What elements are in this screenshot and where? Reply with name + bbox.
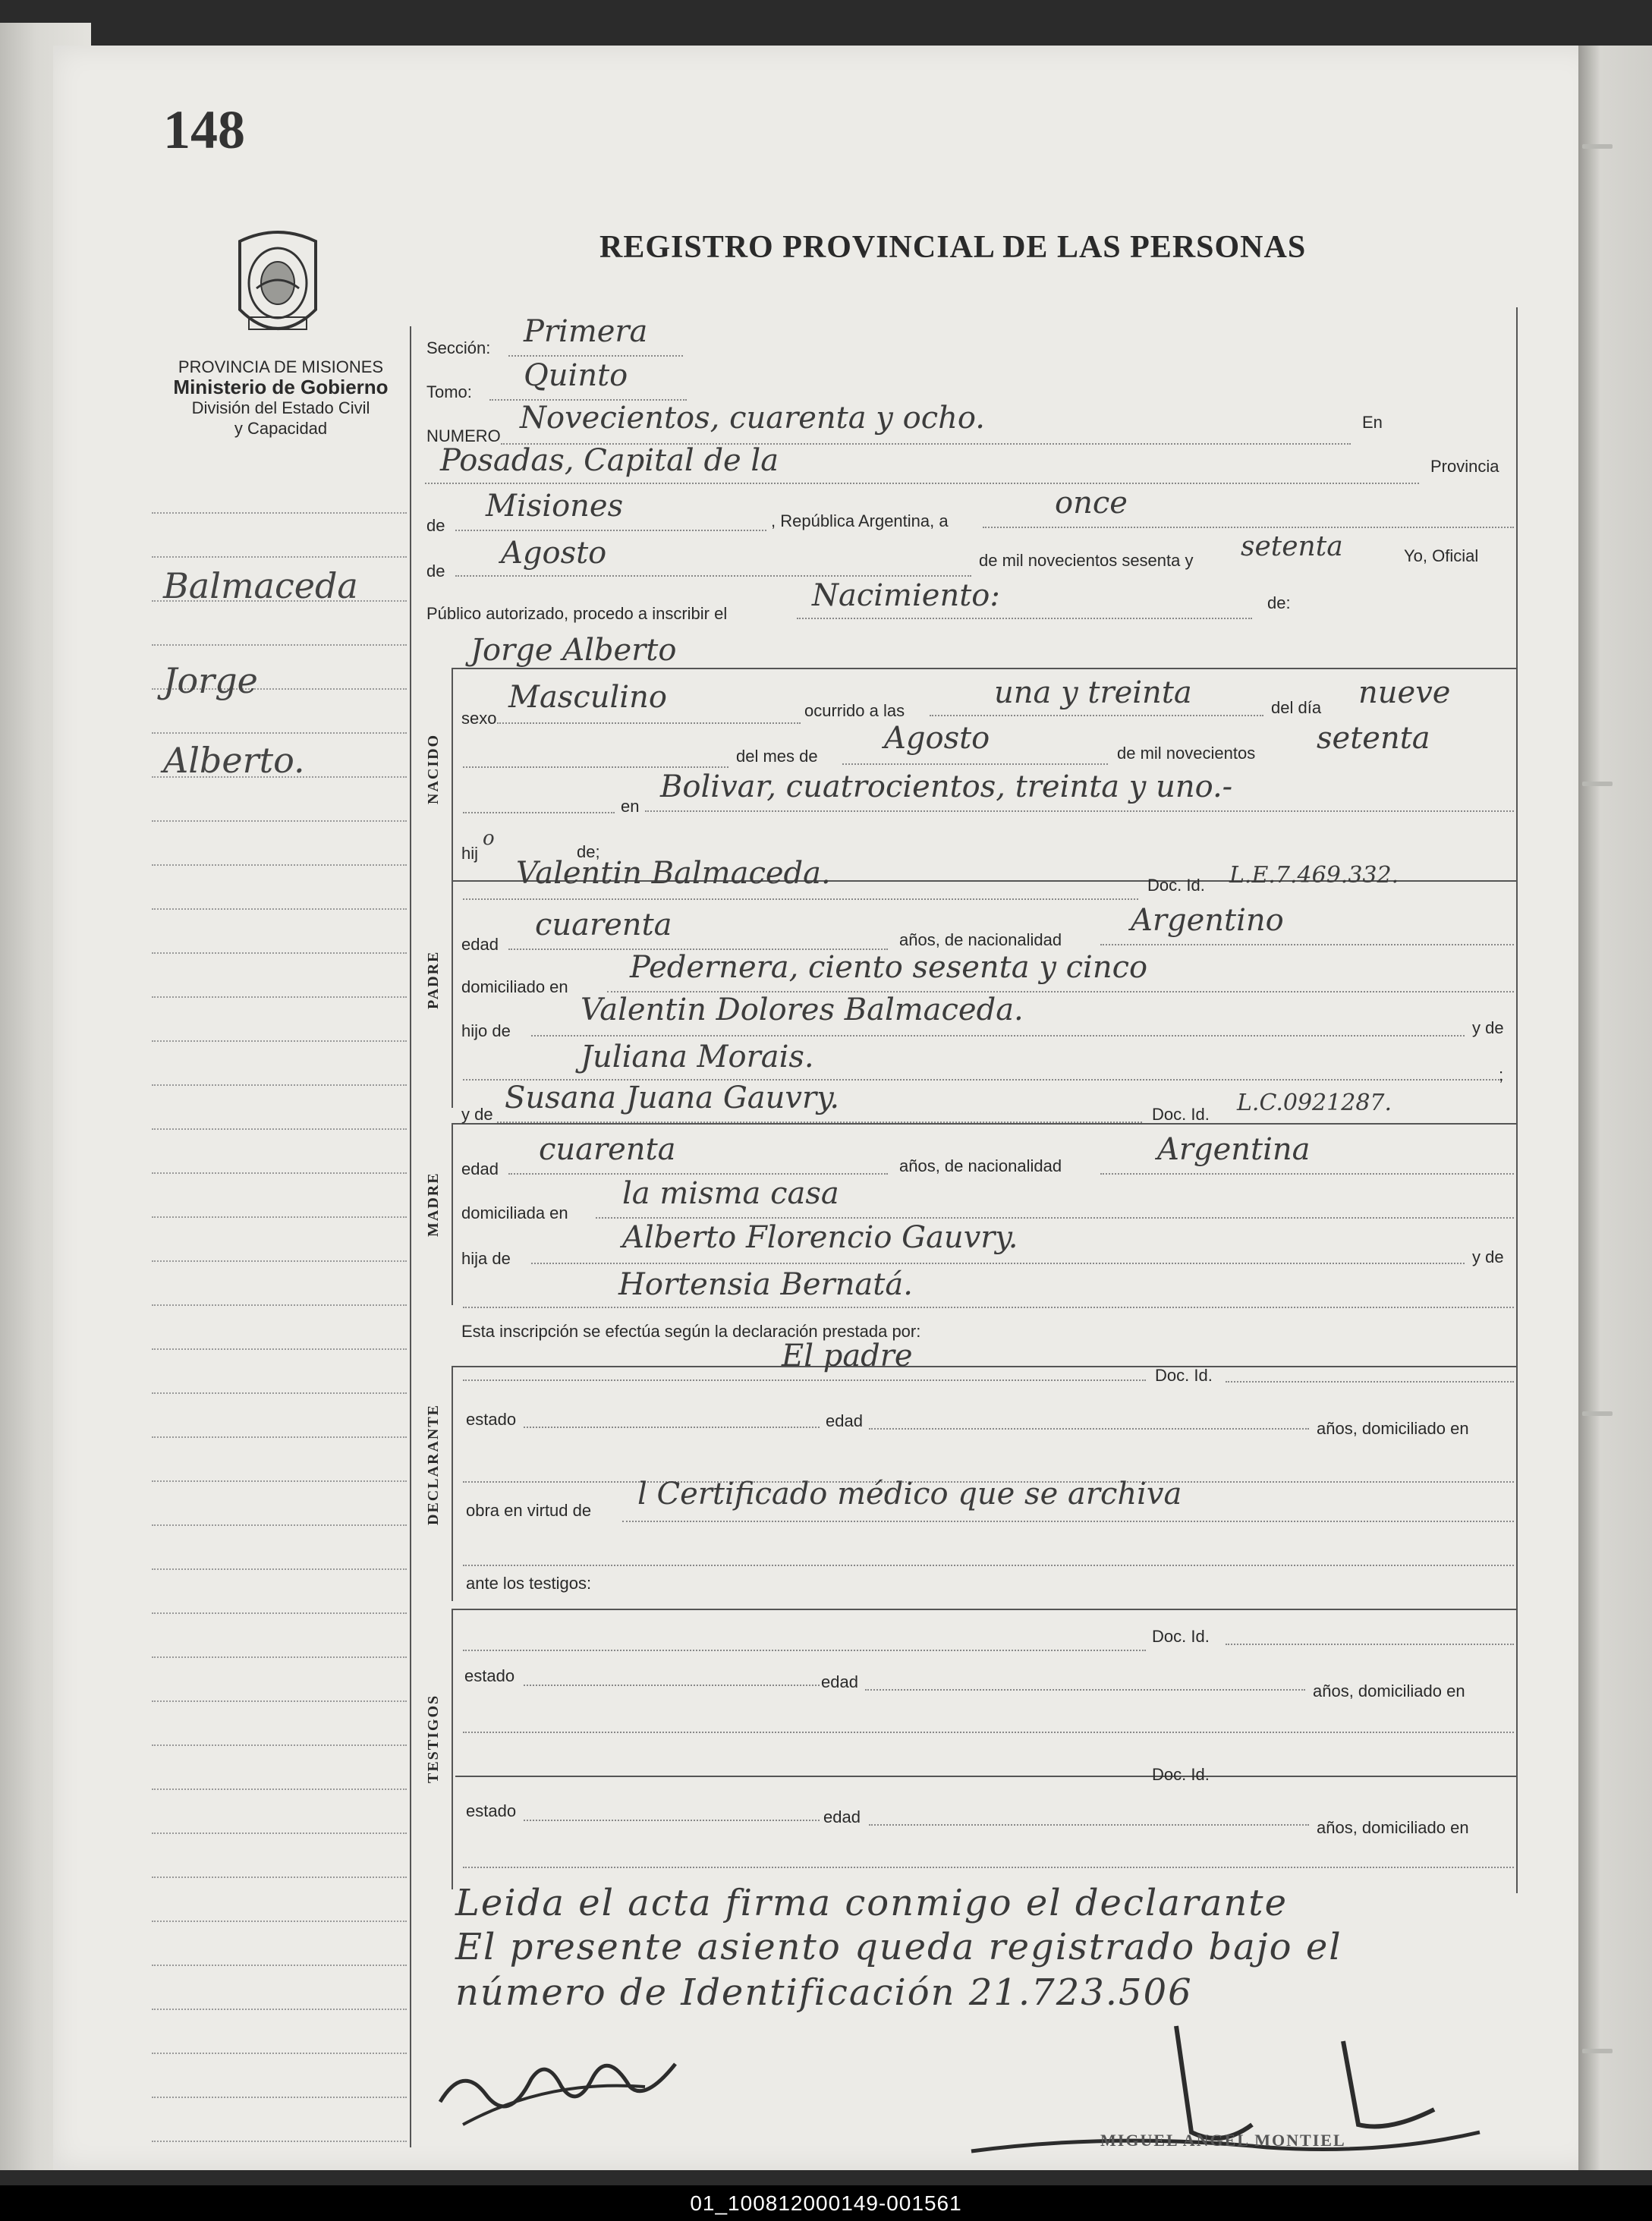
edad-label-2: edad: [461, 1159, 499, 1178]
section-border: [452, 668, 453, 880]
margin-ruled-line: [152, 1877, 407, 1878]
margin-ruled-line: [152, 1568, 407, 1570]
seccion-label: Sección:: [426, 338, 491, 357]
madre-madre-value: Hortensia Bernatá.: [618, 1267, 913, 1302]
domiciliada-label: domiciliada en: [461, 1203, 568, 1222]
dotted-line: [524, 1427, 820, 1428]
dotted-line: [842, 763, 1108, 765]
dotted-line: [1100, 1173, 1514, 1175]
dia-nac-value: nueve: [1358, 675, 1451, 710]
dotted-line: [463, 898, 1138, 900]
padre-nombre-value: Valentin Balmaceda.: [516, 856, 831, 891]
madre-section-label: MADRE: [425, 1172, 442, 1237]
margin-ruled-line: [152, 2053, 407, 2054]
anos-domiciliado-label: años, domiciliado en: [1317, 1419, 1469, 1438]
estado-label-2: estado: [464, 1666, 515, 1685]
de-semicolon-label: de;: [577, 842, 600, 861]
ciudad-value: Posadas, Capital de la: [440, 443, 779, 478]
hij-label: hij: [461, 844, 479, 863]
padre-doc-value: L.E.7.469.332.: [1229, 862, 1399, 889]
margin-ruled-line: [152, 952, 407, 954]
dotted-line: [463, 1867, 1514, 1868]
testigos-section-label: TESTIGOS: [425, 1694, 442, 1783]
declarant-signature-icon: [433, 2034, 706, 2140]
anos-nacionalidad-label: años, de nacionalidad: [899, 930, 1062, 949]
edad-label: edad: [461, 935, 499, 954]
margin-ruled-line: [152, 1524, 407, 1526]
dotted-line: [497, 1122, 1142, 1123]
page-number: 148: [163, 99, 245, 160]
binding-staple: [1582, 2049, 1613, 2053]
dotted-line: [797, 618, 1252, 619]
dotted-line: [508, 355, 683, 357]
margin-ruled-line: [152, 1612, 407, 1614]
provincia-value: Misiones: [486, 489, 624, 524]
binding-staple: [1582, 144, 1613, 149]
margin-ruled-line: [152, 820, 407, 822]
margin-ruled-line: [152, 1744, 407, 1746]
dotted-line: [524, 1685, 820, 1686]
sexo-value: Masculino: [508, 680, 667, 715]
margin-ruled-line: [152, 908, 407, 910]
section-border: [452, 880, 453, 1108]
y-de-label-2: y de: [1472, 1247, 1504, 1266]
margin-ruled-line: [152, 1921, 407, 1922]
padre-section-label: PADRE: [425, 950, 442, 1009]
padre-nacionalidad-value: Argentino: [1131, 903, 1284, 938]
dotted-line: [1226, 1644, 1514, 1645]
anos-nacionalidad-label-2: años, de nacionalidad: [899, 1156, 1062, 1175]
dotted-line: [869, 1428, 1309, 1430]
doc-id-label: Doc. Id.: [1147, 876, 1205, 895]
de-label-2: de: [426, 562, 445, 580]
margin-surname: Balmaceda: [163, 565, 358, 606]
mes-nac-value: Agosto: [884, 721, 990, 756]
hij-suffix: o: [483, 827, 495, 850]
closing-line-1: Leida el acta firma conmigo el declarante: [455, 1882, 1288, 1924]
margin-ruled-line: [152, 1656, 407, 1658]
madre-padre-value: Alberto Florencio Gauvry.: [622, 1220, 1018, 1255]
margin-ruled-line: [152, 996, 407, 998]
numero-value: Novecientos, cuarenta y ocho.: [520, 401, 985, 436]
hijo-de-label: hijo de: [461, 1021, 511, 1040]
lugar-value: Bolivar, cuatrocientos, treinta y uno.-: [660, 769, 1233, 804]
margin-first-name: Jorge: [163, 660, 258, 701]
dotted-line: [463, 1650, 1146, 1651]
margin-ruled-line: [152, 732, 407, 734]
officer-stamp: MIGUEL ANGEL MONTIEL: [1100, 2131, 1346, 2150]
dotted-line: [1226, 1381, 1514, 1383]
ministry-province: PROVINCIA DE MISIONES: [178, 357, 384, 376]
dotted-line: [508, 1173, 888, 1175]
dotted-line: [463, 1732, 1514, 1733]
section-divider: [452, 1123, 1518, 1125]
margin-ruled-line: [152, 1700, 407, 1702]
seccion-value: Primera: [524, 314, 648, 349]
binding-staple: [1582, 782, 1613, 786]
nombre-value: Jorge Alberto: [470, 633, 677, 668]
en-label: En: [1362, 413, 1383, 432]
margin-ruled-line: [152, 1040, 407, 1042]
dotted-line: [524, 1820, 820, 1821]
margin-ruled-line: [152, 1304, 407, 1306]
del-mes-label: del mes de: [736, 747, 818, 766]
edad-label-4: edad: [821, 1672, 858, 1691]
y-de-left-label: y de: [461, 1105, 493, 1124]
domiciliado-label: domiciliado en: [461, 977, 568, 996]
dotted-line: [622, 1521, 1514, 1522]
padre-madre-value: Juliana Morais.: [581, 1040, 814, 1074]
margin-ruled-line: [152, 864, 407, 866]
margin-ruled-line: [152, 1436, 407, 1438]
dotted-line: [869, 1824, 1309, 1826]
hija-de-label: hija de: [461, 1249, 511, 1268]
dotted-line: [531, 1263, 1465, 1264]
book-edge-right: [1578, 46, 1652, 2170]
de-colon-label: de:: [1267, 593, 1291, 612]
dotted-line: [596, 1217, 1514, 1219]
madre-nacionalidad-value: Argentina: [1157, 1132, 1311, 1167]
padre-domicilio-value: Pedernera, ciento sesenta y cinco: [630, 950, 1148, 985]
closing-line-3: número de Identificación 21.723.506: [455, 1971, 1193, 2014]
del-dia-label: del día: [1271, 698, 1322, 717]
document-footer-id: 01_100812000149-001561: [0, 2185, 1652, 2221]
margin-ruled-line: [152, 512, 407, 514]
edad-label-3: edad: [826, 1411, 863, 1430]
dotted-line: [645, 810, 1514, 812]
margin-ruled-line: [152, 1348, 407, 1350]
ante-testigos-label: ante los testigos:: [466, 1574, 592, 1593]
section-divider: [452, 668, 1518, 669]
dotted-line: [463, 1307, 1514, 1308]
edad-label-5: edad: [823, 1807, 861, 1826]
section-divider: [452, 1366, 1518, 1367]
semicolon-mark: ;: [1499, 1065, 1504, 1084]
dotted-line: [455, 575, 971, 577]
republica-label: , República Argentina, a: [771, 511, 949, 530]
declarante-value: El padre: [782, 1339, 913, 1373]
dotted-line: [425, 483, 1419, 484]
margin-second-name: Alberto.: [163, 740, 305, 781]
margin-ruled-line: [152, 1832, 407, 1834]
dotted-line: [497, 722, 801, 724]
anos-domiciliado-label-2: años, domiciliado en: [1313, 1681, 1465, 1700]
margin-ruled-line: [152, 644, 407, 646]
margin-ruled-line: [152, 2009, 407, 2010]
de-mil-label: de mil novecientos sesenta y: [979, 551, 1194, 570]
yo-oficial-label: Yo, Oficial: [1404, 546, 1479, 565]
madre-nombre-value: Susana Juana Gauvry.: [505, 1081, 840, 1115]
dotted-line: [463, 812, 615, 813]
margin-ruled-line: [152, 1216, 407, 1218]
dotted-line: [1100, 944, 1514, 945]
form-right-border: [1516, 307, 1518, 1893]
anio-value: setenta: [1241, 531, 1343, 562]
ministry-division: División del Estado Civil: [191, 398, 370, 417]
dotted-line: [463, 1379, 1146, 1381]
section-divider: [455, 1776, 1518, 1777]
sexo-label: sexo: [461, 709, 497, 728]
anio-nac-value: setenta: [1317, 721, 1430, 756]
ministry-name: Ministerio de Gobierno: [173, 376, 389, 398]
margin-ruled-line: [152, 2097, 407, 2098]
de-mil-label-2: de mil novecientos: [1117, 744, 1256, 763]
margin-ruled-line: [152, 1965, 407, 1966]
doc-id-label-2: Doc. Id.: [1152, 1105, 1210, 1124]
en-label-2: en: [621, 797, 640, 816]
padre-edad-value: cuarenta: [535, 908, 672, 942]
tomo-value: Quinto: [524, 358, 628, 393]
margin-ruled-line: [152, 1172, 407, 1174]
y-de-label: y de: [1472, 1018, 1504, 1037]
dotted-line: [531, 1035, 1465, 1037]
section-border: [452, 1609, 453, 1889]
margin-ruled-line: [152, 556, 407, 558]
margin-ruled-line: [152, 2141, 407, 2142]
dotted-line: [463, 1565, 1514, 1566]
register-title: REGISTRO PROVINCIAL DE LAS PERSONAS: [599, 230, 1307, 265]
section-border: [452, 1123, 453, 1305]
margin-ruled-line: [152, 1788, 407, 1790]
padre-padre-value: Valentin Dolores Balmaceda.: [581, 993, 1024, 1027]
inscripcion-label: Esta inscripción se efectúa según la declaración prestada por:: [461, 1322, 921, 1341]
numero-label: NUMERO: [426, 426, 501, 445]
mes-value: Agosto: [501, 536, 607, 571]
estado-label-3: estado: [466, 1801, 517, 1820]
ministry-division-2: y Capacidad: [234, 419, 328, 438]
dotted-line: [455, 530, 766, 531]
tomo-label: Tomo:: [426, 382, 472, 401]
dotted-line: [865, 1689, 1305, 1691]
margin-ruled-line: [152, 1128, 407, 1130]
acto-value: Nacimiento:: [812, 578, 1000, 613]
doc-id-label-4: Doc. Id.: [1152, 1627, 1210, 1646]
ocurrido-label: ocurrido a las: [804, 701, 905, 720]
provincia-label: Provincia: [1430, 457, 1499, 476]
hora-value: una y treinta: [994, 675, 1192, 710]
doc-id-label-5: Doc. Id.: [1152, 1765, 1210, 1784]
margin-ruled-line: [152, 1392, 407, 1394]
binding-staple: [1582, 1411, 1613, 1416]
dia-value: once: [1055, 486, 1128, 521]
dotted-line: [463, 766, 728, 768]
margin-ruled-line: [152, 1260, 407, 1262]
obra-value: l Certificado médico que se archiva: [637, 1477, 1182, 1512]
nacido-section-label: NACIDO: [425, 733, 442, 804]
section-border: [452, 1366, 453, 1601]
margin-ruled-line: [152, 1480, 407, 1482]
de-label: de: [426, 516, 445, 535]
closing-line-2: El presente asiento queda registrado bajo el: [455, 1926, 1342, 1968]
estado-label: estado: [466, 1410, 517, 1429]
section-divider: [452, 1609, 1518, 1610]
madre-doc-value: L.C.0921287.: [1237, 1090, 1392, 1116]
declarante-section-label: DECLARANTE: [425, 1403, 442, 1525]
anos-domiciliado-label-3: años, domiciliado en: [1317, 1818, 1469, 1837]
obra-label: obra en virtud de: [466, 1501, 592, 1520]
margin-ruled-line: [152, 1084, 407, 1086]
doc-id-label-3: Doc. Id.: [1155, 1366, 1213, 1385]
dotted-line: [930, 715, 1263, 716]
madre-domicilio-value: la misma casa: [622, 1176, 839, 1211]
publico-label: Público autorizado, procedo a inscribir el: [426, 604, 728, 623]
dotted-line: [983, 527, 1514, 528]
madre-edad-value: cuarenta: [539, 1132, 676, 1167]
